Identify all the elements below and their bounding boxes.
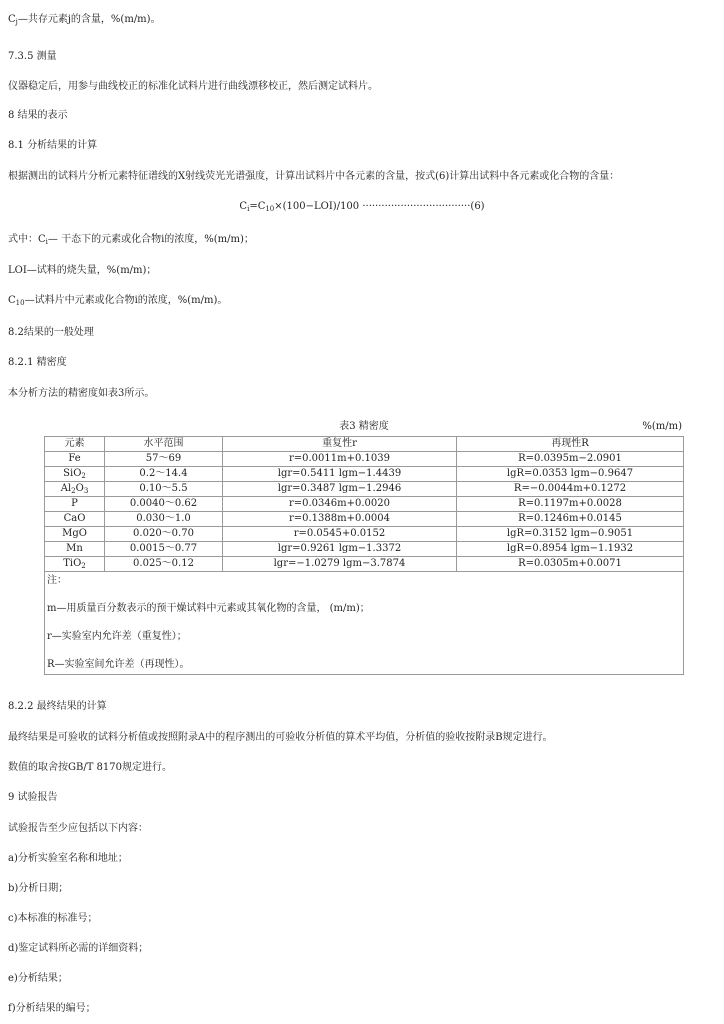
subscript: j	[15, 18, 18, 26]
section-8-2-2-heading: 8.2.2 最终结果的计算	[8, 701, 107, 712]
element-cell: MgO	[45, 527, 105, 542]
report-item-b: b)分析日期；	[8, 883, 69, 894]
reproducibility-cell: lgR=0.0353 lgm−0.9647	[457, 467, 684, 482]
range-cell: 0.0040～0.62	[105, 497, 223, 512]
reproducibility-cell: R=0.1197m+0.0028	[457, 497, 684, 512]
reproducibility-cell: lgR=0.8954 lgm−1.1932	[457, 542, 684, 557]
column-header: 重复性r	[223, 437, 457, 452]
reproducibility-cell: R=0.1246m+0.0145	[457, 512, 684, 527]
table-row	[45, 452, 684, 467]
report-item-d: d)鉴定试料所必需的详细资料；	[8, 943, 149, 954]
loi-definition: LOI—试料的烧失量，%(m/m)；	[8, 265, 157, 276]
c10-definition: $C_{10}—$试料片中元素或化合物i的浓度，%(m/m)。	[8, 295, 228, 307]
note-R: R—实验室间允许差（再现性）。	[47, 659, 190, 670]
column-header: 再现性R	[457, 437, 684, 452]
formula-6: $C_i=C_{10}\times(100-LOI)/100 \cdot\cdot\cdot\cdot\cdot\cdot\cdot\cdot\cdot\cdot\cdot\cdot\cdot\cdot\cdot\cdot\cdot\cdot\cdot\cdot\cdot\cdot\cdot\cdot\cdot\cdot\cdot\cdot\cdot\cdot\cdot\cdot\cdot\cdot(6)$	[239, 201, 485, 213]
precision-table	[44, 436, 684, 675]
element-cell: SiO$_2$	[45, 467, 105, 482]
table-notes-row	[45, 572, 684, 675]
reproducibility-cell: R=−0.0044m+0.1272	[457, 482, 684, 497]
final-result-paragraph: 最终结果是可验收的试料分析值或按照附录A中的程序测出的可验收分析值的算术平均值，分析值的验收按附录B规定进行。	[8, 732, 553, 743]
measurement-paragraph: 仪器稳定后，用参与曲线校正的标准化试料片进行曲线漂移校正，然后测定试料片。	[8, 81, 378, 92]
calculation-paragraph: 根据测出的试料片分析元素特征谱线的X射线荧光光谱强度，计算出试料片中各元素的含量，按式(6)计算出试料中各元素或化合物的含量：	[8, 171, 620, 182]
table-row	[45, 497, 684, 512]
repeatability-cell: r=0.0545+0.0152	[223, 527, 457, 542]
section-8-2-heading: 8.2结果的一般处理	[8, 327, 94, 338]
column-header: 水平范围	[105, 437, 223, 452]
range-cell: 0.2～14.4	[105, 467, 223, 482]
report-item-a: a)分析实验室名称和地址；	[8, 853, 128, 864]
table-row	[45, 527, 684, 542]
element-cell: $Al_2O_3$	[45, 482, 105, 497]
repeatability-cell: lgr=0.5411 lgm−1.4439	[223, 467, 457, 482]
rounding-paragraph: 数值的取舍按GB/T 8170规定进行。	[8, 762, 173, 773]
repeatability-cell: lgr=−1.0279 lgm−3.7874	[223, 557, 457, 572]
table-caption: 表3 精密度	[339, 421, 389, 432]
section-8-2-1-heading: 8.2.1 精密度	[8, 357, 67, 368]
repeatability-cell: r=0.0011m+0.1039	[223, 452, 457, 467]
column-header: 元素	[45, 437, 105, 452]
section-8-heading: 8 结果的表示	[8, 110, 68, 121]
table-row	[45, 512, 684, 527]
table-header-row	[45, 437, 684, 452]
element-cell: Mn	[45, 542, 105, 557]
section-8-1-heading: 8.1 分析结果的计算	[8, 140, 98, 151]
report-intro: 试验报告至少应包括以下内容：	[8, 823, 148, 834]
table-row	[45, 557, 684, 572]
notes-label: 注：	[47, 575, 67, 586]
range-cell: 0.0015～0.77	[105, 542, 223, 557]
table-row	[45, 482, 684, 497]
table-row	[45, 467, 684, 482]
table-row	[45, 542, 684, 557]
precision-table-block	[44, 422, 684, 675]
repeatability-cell: r=0.1388m+0.0004	[223, 512, 457, 527]
section-9-heading: 9 试验报告	[8, 792, 58, 803]
reproducibility-cell: lgR=0.3152 lgm−0.9051	[457, 527, 684, 542]
range-cell: 0.030～1.0	[105, 512, 223, 527]
reproducibility-cell: R=0.0305m+0.0071	[457, 557, 684, 572]
note-m: m—用质量百分数表示的预干燥试料中元素或其氧化物的含量， (m/m)；	[47, 603, 370, 614]
section-7-3-5-heading: 7.3.5 测量	[8, 51, 57, 62]
precision-intro: 本分析方法的精密度如表3所示。	[8, 388, 155, 399]
table-unit: %(m/m)	[642, 421, 682, 432]
range-cell: 0.020～0.70	[105, 527, 223, 542]
repeatability-cell: lgr=0.9261 lgm−1.3372	[223, 542, 457, 557]
element-cell: CaO	[45, 512, 105, 527]
report-item-c: c)本标准的标准号；	[8, 913, 98, 924]
range-cell: 0.10～5.5	[105, 482, 223, 497]
element-cell: Fe	[45, 452, 105, 467]
table-notes	[45, 572, 684, 675]
note-r: r—实验室内允许差（重复性）；	[47, 631, 187, 642]
element-cell: P	[45, 497, 105, 512]
cj-definition: $C_j—$共存元素j的含量，%(m/m)。	[8, 14, 161, 26]
reproducibility-cell: R=0.0395m−2.0901	[457, 452, 684, 467]
report-item-e: e)分析结果；	[8, 973, 68, 984]
repeatability-cell: lgr=0.3487 lgm−1.2946	[223, 482, 457, 497]
range-cell: 0.025～0.12	[105, 557, 223, 572]
report-item-f: f)分析结果的编号；	[8, 1003, 96, 1014]
repeatability-cell: r=0.0346m+0.0020	[223, 497, 457, 512]
element-cell: TiO$_2$	[45, 557, 105, 572]
where-ci-definition: 式中：$C_i—$ 干态下的元素或化合物i的浓度，%(m/m)；	[8, 234, 254, 246]
range-cell: 57～69	[105, 452, 223, 467]
